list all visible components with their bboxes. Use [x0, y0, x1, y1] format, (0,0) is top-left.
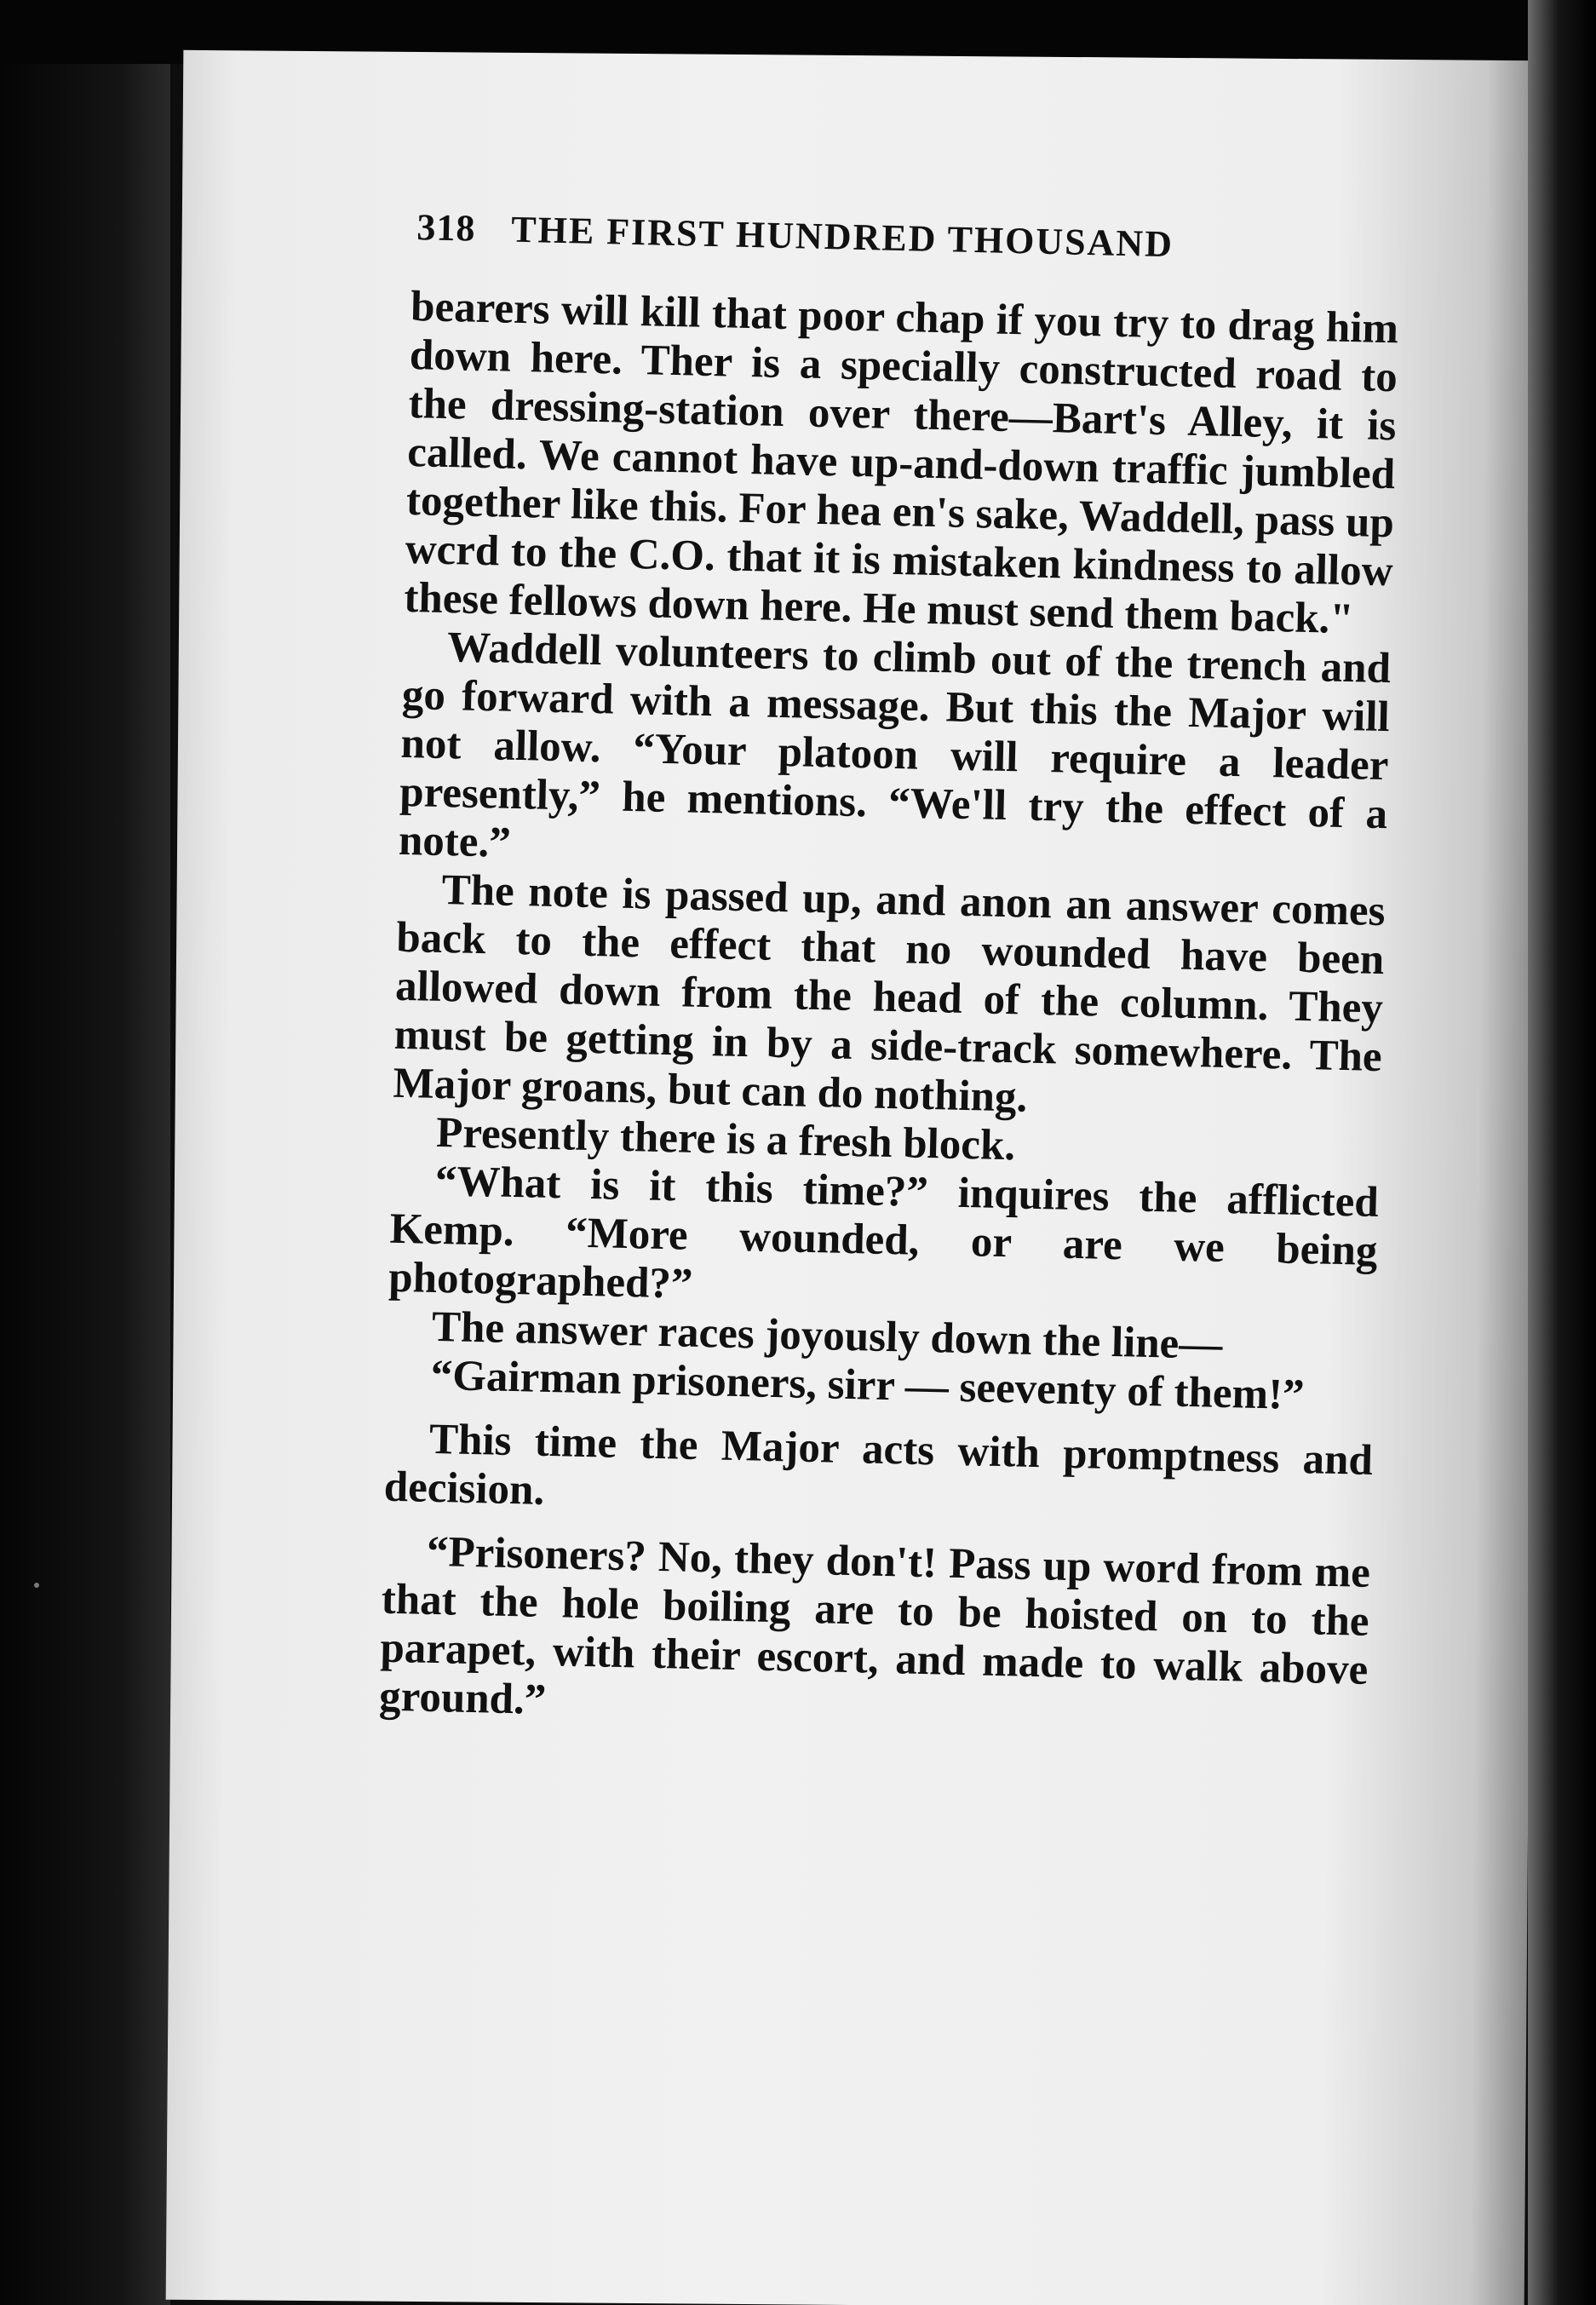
paragraph: Presently there is a fresh block.	[435, 1108, 1016, 1170]
paragraph: Waddell volunteers to climb out of the trench and go forward with a message. But this the Major will not allow. “Your platoon will require a leader presently,” he mentions. “We'll try the effect of a note.”	[398, 624, 1392, 867]
page-number: 318	[416, 206, 476, 250]
paragraph: “Gairman prisoners, sirr — seeventy of them!”	[430, 1351, 1306, 1420]
page-content	[341, 204, 1414, 1744]
paragraph: The note is passed up, and anon an answer comes back to the effect that no wounded have been allowed down from the head of the column. They must be getting in by a side-track somewhere. The Major groans, but can do nothing.	[392, 866, 1386, 1122]
paragraph: “Prisoners? No, they don't! Pass up word from me that the hole boiling are to be hoisted on to the parapet, with their escort, and made to walk above ground.”	[378, 1527, 1371, 1725]
paragraph: The answer races joyously down the line—	[431, 1302, 1223, 1369]
paragraph: This time the Major acts with promptness and decision.	[383, 1415, 1374, 1515]
body-text	[379, 283, 1399, 1744]
paragraph: bearers will kill that poor chap if you try to drag him down here. Ther is a specially constructed road to the dressing-station over there—Bart's Alley, it is called. We cannot have up-and-down traffic jumbled together like this. For hea en's sake, Waddell, pass up wcrd to the C.O. that it is mistaken kindness to allow these fellows down here. He must send them back."	[403, 282, 1399, 644]
book-spine-shadow	[1528, 0, 1596, 2305]
scan-left-margin	[0, 0, 170, 2305]
running-head: THE FIRST HUNDRED THOUSAND	[510, 208, 1174, 266]
paragraph: “What is it this time?” inquires the afflicted Kemp. “More wounded, or are we being photographed?”	[388, 1157, 1380, 1308]
scan-speck	[34, 1583, 39, 1588]
